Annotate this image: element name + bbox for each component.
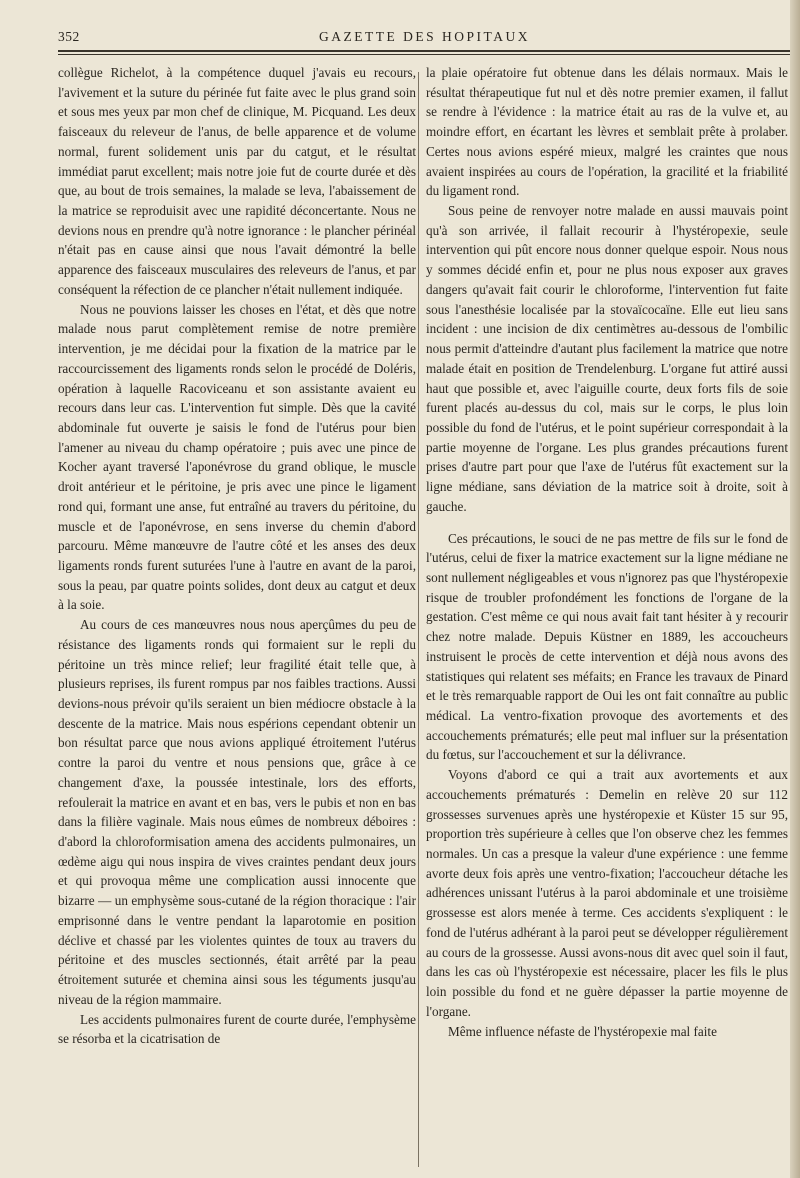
header-rule bbox=[58, 50, 791, 52]
paragraph: Nous ne pouvions laisser les choses en l'état, et dès que notre malade nous parut complètement remise de notre première intervention, je me décidai pour la fixation de la matrice par le raccourcissement des ligaments ronds selon le procédé de Doléris, opération à laquelle Racoviceanu et son assistante avaient eu recours dans leur cas. L'intervention fut simple. Dès que la cavité abdominale fut ouverte je saisis le fond de l'utérus pour bien l'amener au niveau du champ opératoire ; puis avec une pince de Kocher ayant traversé l'aponévrose du grand oblique, le muscle droit antérieur et le péritoine, je pris avec une pince le ligament rond qui, formant une anse, fut entraîné au travers du péritoine, du muscle et de l'aponévrose, en sens inverse du chemin d'abord parcouru. Même manœuvre de l'autre côté et les anses des deux ligaments ronds furent suturées l'une à l'autre en avant de la paroi, sous la peau, par quatre points solides, dont deux au catgut et deux à la soie. bbox=[58, 301, 416, 613]
left-column bbox=[58, 63, 416, 1168]
column-divider bbox=[418, 72, 419, 1167]
paragraph: Même influence néfaste de l'hystéropexie mal faite bbox=[448, 1023, 717, 1039]
paragraph: Sous peine de renvoyer notre malade en aussi mauvais point qu'à son arrivée, il fallait recourir à l'hystéropexie, seule intervention qui pût encore nous donner quelque espoir. Nous nous y sommes décidé enfin et, pour ne plus nous exposer aux graves dangers qu'avait fait courir le chloroforme, l'intervention fut faite sous l'anesthésie localisée par la stovaïcocaïne. Elle eut lieu sans incident : une incision de dix centimètres au-dessous de l'ombilic nous permit d'atteindre d'autant plus facilement la matrice que notre malade était en position de Trendelenburg. L'organe fut attiré aussi haut que possible et, avec l'aiguille courte, deux forts fils de soie furent placés au-dessus du col, mais sur le corps, le plus loin possible du fond de l'utérus, et le point supérieur correspondait à la partie moyenne de l'organe. Les plus grandes précautions furent prises d'autre part pour que l'axe de l'utérus fût exactement sur la ligne médiane, sans déviation de la matrice soit à droite, soit à gauche. bbox=[426, 203, 788, 514]
paragraph: Les accidents pulmonaires furent de courte durée, l'emphysème se résorba et la cicatrisation de bbox=[58, 1011, 416, 1047]
journal-title: GAZETTE DES HOPITAUX bbox=[319, 29, 530, 44]
paragraph: la plaie opératoire fut obtenue dans les délais normaux. Mais le résultat thérapeutique fut nul et dès notre premier examen, il fallut se rendre à l'évidence : la matrice était au ras de la vulve et, au moindre effort, en écartant les lèvres et semblait prête à prolaber. Certes nous avions espéré mieux, malgré les craintes que nous avaient inspirées au cours de l'opération, la gracilité et la friabilité du ligament rond. bbox=[426, 65, 788, 199]
page-number: 352 bbox=[58, 29, 80, 44]
header-rule-thin bbox=[58, 54, 791, 55]
page-edge bbox=[790, 0, 800, 1178]
paragraph: Voyons d'abord ce qui a trait aux avortements et aux accouchements prématurés : Demelin en relève 20 sur 112 grossesses survenues après une hystéropexie et Küster 15 sur 95, proportion très supérieure à celles que l'on observe chez les femmes normales. Un cas a presque la valeur d'une expérience : une femme avorte deux fois après une ventro-fixation; l'accoucheur détache les adhérences unissant l'utérus à la paroi abdominale et une troisième grossesse est alors menée à terme. Ces accidents s'expliquent : le fond de l'utérus adhérant à la paroi peut se développer régulièrement au cours de la grossesse. Aussi avons-nous dit avec quel soin il faut, dans les cas où l'hystéropexie est nécessaire, placer les fils le plus loin possible du fond et ne guère dépasser la partie moyenne de l'organe. bbox=[426, 767, 788, 1019]
paragraph: Ces précautions, le souci de ne pas mettre de fils sur le fond de l'utérus, celui de fixer la matrice exactement sur la ligne médiane ne sont nullement négligeables et vous n'ignorez pas que l'hystéropexie risque de troubler profondément les fonctions de l'organe de la gestation. C'est même ce qui nous avait fait tant hésiter à y recourir chez notre malade. Depuis Küstner en 1889, les accoucheurs instruisent le procès de cette intervention et déjà nous avons des statistiques qui relatent ses méfaits; en France les travaux de Pinard et le très remarquable rapport de Oui les ont fait connaître au public médical. La ventro-fixation provoque des avortements et des accouchements prématurés; elle peut mal influer sur la présentation du fœtus, sur l'accouchement et sur la délivrance. bbox=[426, 530, 788, 763]
paragraph: Au cours de ces manœuvres nous nous aperçûmes du peu de résistance des ligaments ronds qui formaient sur le repli du péritoine un très mince relief; leur fragilité était telle que, à plusieurs reprises, ils furent rompus par nos faibles tractions. Aussi devions-nous prévoir qu'ils seraient un bien médiocre obstacle à la descente de la matrice. Mais nous espérions cependant obtenir un bon résultat parce que nous avions appliqué étroitement l'utérus contre la paroi du ventre et nous pensions que, grâce à ce changement d'axe, la poussée intestinale, lors des efforts, refoulerait la matrice en avant et en bas, vers le pubis et non en bas dans la filière vaginale. Mais nous eûmes de nombreux déboires : d'abord la chloroformisation amena des accidents pulmonaires, un œdème aigu qui nous inspira de vives craintes pendant deux jours et qui provoqua même une complication aussi innocente que bizarre — un emphysème sous-cutané de la région thoracique : l'air emprisonné dans le ventre pendant la laparotomie en position déclive et chassé par les violentes quintes de toux au travers du péritoine et des muscles sectionnés, était arrêté par la peau étroitement suturée et chemina ainsi sous les téguments jusqu'au niveau de la région mammaire. bbox=[58, 617, 416, 1007]
page-header bbox=[58, 26, 791, 48]
paragraph: collègue Richelot, à la compétence duquel j'avais eu recours, l'avivement et la suture du périnée fut faite avec le plus grand soin et sous mes yeux par mon chef de clinique, M. Picquand. Les deux faisceaux du releveur de l'anus, de belle apparence et de volume normal, furent solidement unis par du catgut, et le résultat immédiat parut excellent; mais notre joie fut de courte durée et dès que, au bout de trois semaines, la malade se leva, l'abaissement de la matrice se reproduisit avec une rapidité déconcertante. Nous ne devions nous en prendre qu'à notre ignorance : le plancher périnéal n'était pas en cause ainsi que nous l'avait démontré la belle apparence des faisceaux musculaires des releveurs de l'anus, et par conséquent la réfection de ce plancher n'était nullement indiquée. bbox=[58, 65, 416, 297]
right-column bbox=[426, 63, 788, 1168]
